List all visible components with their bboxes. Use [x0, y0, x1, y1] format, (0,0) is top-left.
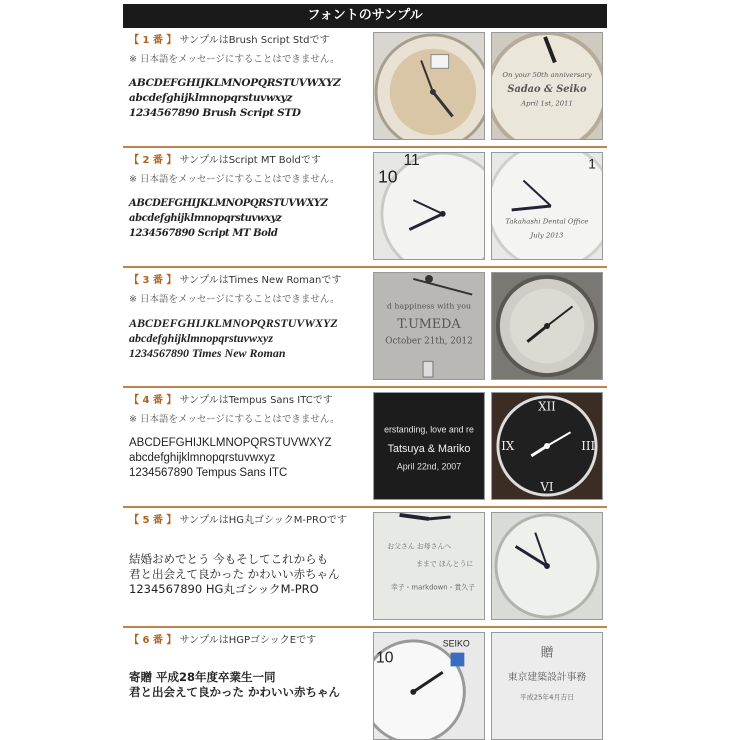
specimen-digits: 1234567890 Brush Script STD: [129, 107, 301, 119]
clock-photo: [491, 392, 603, 500]
engraving-photo: [491, 152, 603, 260]
svg-text:1: 1: [588, 156, 596, 172]
sample-title: [129, 634, 367, 648]
specimen-line-1: 結婚おめでとう 今もそしてこれからも: [129, 552, 329, 566]
clock-photo: [373, 632, 485, 740]
svg-text:III: III: [581, 438, 596, 453]
sample-note: ※ 日本語をメッセージにすることはできません。: [129, 294, 340, 305]
sample-number: 【 6 番 】: [129, 635, 177, 646]
sample-photos: [373, 512, 603, 620]
specimen-digits: 1234567890 Times New Roman: [129, 346, 286, 360]
engraving-photo: [373, 392, 485, 500]
specimen-lowercase: abcdefghijklmnopqrstuvwxyz: [129, 331, 274, 345]
engraving-line-3: April 22nd, 2007: [396, 461, 462, 472]
sample-number: 【 5 番 】: [129, 515, 177, 526]
sample-text-block: [129, 274, 367, 361]
sample-title: [129, 154, 367, 168]
engraving-line-1: On your 50th anniversary: [502, 71, 592, 80]
sample-text-block: [129, 34, 367, 121]
sample-row-6: [123, 628, 607, 738]
engraving-line-1: d happiness with you: [386, 301, 472, 311]
sample-row-2: [123, 148, 607, 268]
sample-subtitle: サンプルはTimes New Romanです: [179, 275, 342, 286]
engraving-line-2: T.UMEDA: [397, 316, 461, 332]
sample-note: ※ 日本語をメッセージにすることはできません。: [129, 174, 340, 185]
engraving-photo: [491, 632, 603, 740]
sample-subtitle: サンプルはTempus Sans ITCです: [179, 395, 333, 406]
specimen-line-2: 君と出会えて良かった かわいい赤ちゃん: [129, 567, 340, 581]
engraving-line-1: erstanding, love and re: [384, 424, 474, 435]
font-specimen: [129, 316, 367, 361]
specimen-line-2: 君と出会えて良かった かわいい赤ちゃん: [129, 685, 341, 699]
sample-photos: [373, 392, 603, 500]
engraving-photo: [491, 32, 603, 140]
specimen-uppercase: ABCDEFGHIJKLMNOPQRSTUVWXYZ: [129, 77, 341, 89]
engraving-line-3: 平成25年4月吉日: [519, 693, 575, 702]
engraving-line-2: July 2013: [530, 231, 564, 240]
engraving-line-1: お父さん お母さんへ: [387, 542, 452, 551]
engraving-photo: [373, 512, 485, 620]
sample-title: [129, 394, 367, 408]
sample-row-1: [123, 28, 607, 148]
sample-text-block: [129, 394, 367, 481]
clock-photo: [373, 152, 485, 260]
sample-text-block: [129, 514, 367, 597]
sample-photos: [373, 632, 603, 740]
sample-number: 【 2 番 】: [129, 155, 177, 166]
sample-number: 【 3 番 】: [129, 275, 177, 286]
svg-text:10: 10: [377, 166, 398, 187]
sample-row-5: [123, 508, 607, 628]
sample-row-3: [123, 268, 607, 388]
specimen-lowercase: abcdefghijklmnopqrstuvwxyz: [129, 213, 282, 224]
sample-photos: [373, 272, 603, 380]
specimen-lowercase: abcdefghijklmnopqrstuvwxyz: [129, 92, 293, 104]
sample-subtitle: サンプルはHGPゴシックEです: [179, 635, 317, 646]
sample-number: 【 4 番 】: [129, 395, 177, 406]
font-specimen: [129, 552, 367, 597]
clock-photo: [491, 272, 603, 380]
sample-subtitle: サンプルはScript MT Boldです: [179, 155, 321, 166]
specimen-uppercase: ABCDEFGHIJKLMNOPQRSTUVWXYZ: [129, 316, 338, 330]
specimen-line-3: 1234567890 HG丸ゴシックM-PRO: [129, 582, 319, 596]
engraving-line-2: 東京建築設計事務: [507, 672, 587, 684]
svg-text:10: 10: [376, 649, 394, 667]
sample-note: ※ 日本語をメッセージにすることはできません。: [129, 414, 340, 425]
svg-text:11: 11: [403, 153, 420, 169]
sample-title: [129, 274, 367, 288]
engraving-line-2: Sadao & Seiko: [507, 83, 587, 95]
engraving-line-1: 贈: [540, 645, 554, 661]
sample-photos: [373, 32, 603, 140]
specimen-uppercase: ABCDEFGHIJKLMNOPQRSTUVWXYZ: [129, 437, 332, 449]
sample-row-4: [123, 388, 607, 508]
font-sample-page: [123, 4, 607, 738]
sample-text-block: [129, 634, 367, 700]
specimen-digits: 1234567890 Tempus Sans ITC: [129, 467, 288, 479]
specimen-lowercase: abcdefghijklmnopqrstuvwxyz: [129, 452, 276, 464]
sample-subtitle: サンプルはBrush Script Stdです: [179, 35, 330, 46]
sample-note: ※ 日本語をメッセージにすることはできません。: [129, 54, 340, 65]
sample-title: [129, 34, 367, 48]
font-specimen: [129, 76, 367, 121]
page-title: フォントのサンプル: [123, 4, 607, 28]
engraving-line-3: 幸子・markdown・貴久子: [390, 583, 476, 592]
sample-subtitle: サンプルはHG丸ゴシックM-PROです: [179, 515, 347, 526]
engraving-line-1: Takahashi Dental Office: [505, 217, 589, 226]
sample-photos: [373, 152, 603, 260]
specimen-line-1: 寄贈 平成28年度卒業生一同: [129, 670, 276, 684]
specimen-uppercase: ABCDEFGHIJKLMNOPQRSTUVWXYZ: [129, 198, 328, 209]
svg-text:VI: VI: [540, 480, 554, 495]
clock-photo: [491, 512, 603, 620]
engraving-line-3: October 21th, 2012: [385, 336, 473, 347]
font-specimen: [129, 196, 367, 241]
engraving-line-2: ままで ほんとうに: [416, 560, 474, 568]
font-specimen: [129, 670, 367, 700]
brand-label: SEIKO: [442, 638, 470, 649]
sample-number: 【 1 番 】: [129, 35, 177, 46]
sample-text-block: [129, 154, 367, 241]
engraving-line-3: April 1st, 2011: [521, 99, 573, 108]
sample-title: [129, 514, 367, 528]
engraving-line-2: Tatsuya & Mariko: [387, 442, 471, 455]
font-specimen: [129, 436, 367, 481]
clock-photo: [373, 32, 485, 140]
specimen-digits: 1234567890 Script MT Bold: [129, 228, 278, 239]
svg-text:XII: XII: [538, 399, 556, 414]
svg-text:IX: IX: [501, 438, 515, 453]
engraving-photo: [373, 272, 485, 380]
